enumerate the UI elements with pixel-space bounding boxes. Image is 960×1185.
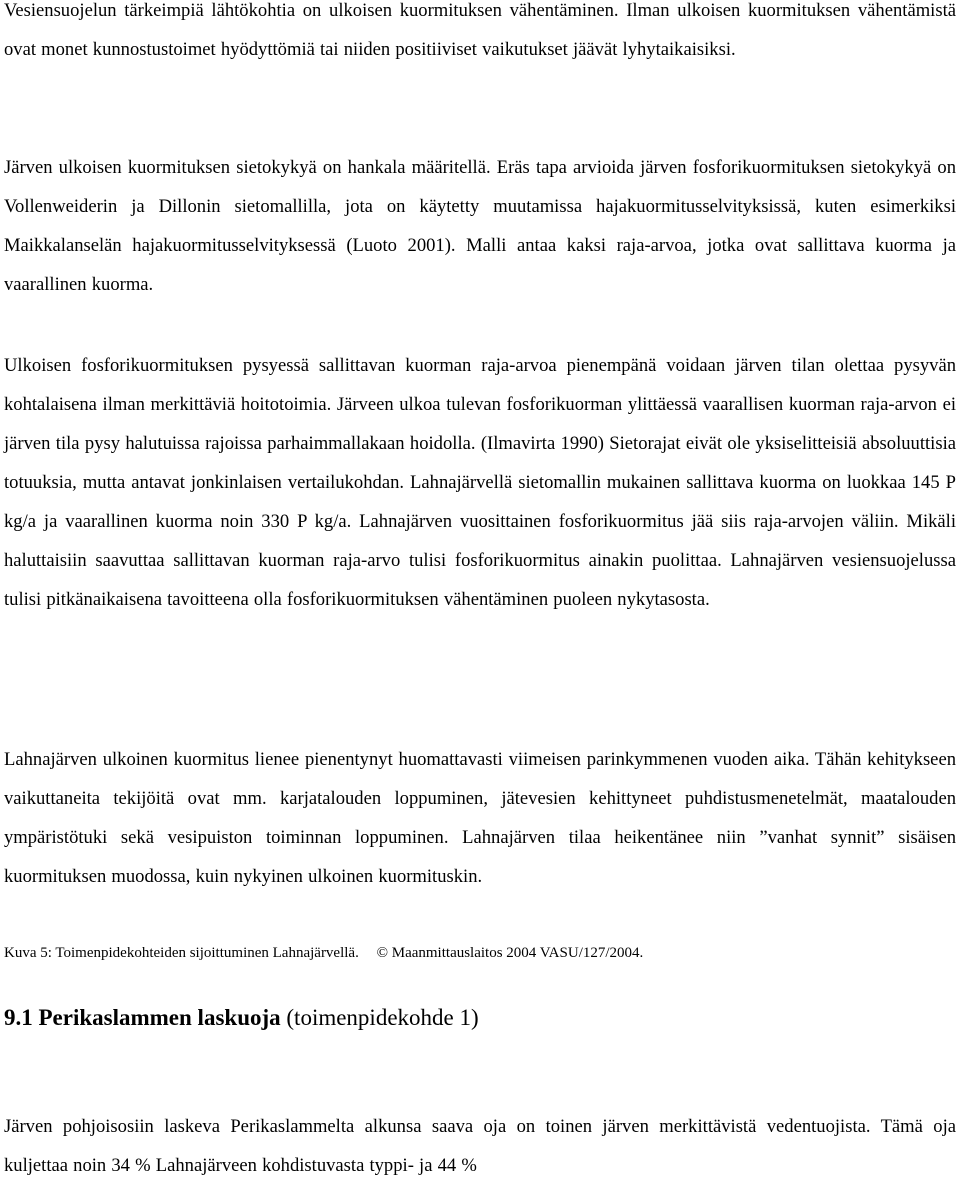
section-heading-title: 9.1 Perikaslammen laskuoja [4, 1005, 281, 1030]
figure-caption [4, 943, 956, 963]
figure-caption-copyright: © Maanmittauslaitos 2004 VASU/127/2004. [376, 945, 644, 961]
section-heading-subtitle: (toimenpidekohde 1) [286, 1005, 479, 1030]
paragraph-ditch: Järven pohjoisosiin laskeva Perikaslammelta alkunsa saava oja on toinen järven merkittävistä vedentuojista. Tämä oja kuljettaa noin 34 % Lahnajärveen kohdistuvasta typpi- ja 44 % [4, 1116, 956, 1176]
figure-caption-text: Kuva 5: Toimenpidekohteiden sijoittuminen Lahnajärvellä. [4, 945, 359, 961]
paragraph-intro: Vesiensuojelun tärkeimpiä lähtökohtia on ulkoisen kuormituksen vähentäminen. Ilman ulkoisen kuormituksen vähentämistä ovat monet kunnostustoimet hyödyttömiä tai niiden positiiviset vaikutukset jäävät lyhytaikaisiksi. [4, 0, 956, 60]
paragraph-load-history: Lahnajärven ulkoinen kuormitus lienee pienentynyt huomattavasti viimeisen parinkymmenen vuoden aika. Tähän kehitykseen vaikuttaneita tekijöitä ovat mm. karjatalouden loppuminen, jätevesien kehittyneet puhdistusmenetelmät, maatalouden ympäristötuki sekä vesipuiston toiminnan loppuminen. Lahnajärven tilaa heikentänee niin ”vanhat synnit” sisäisen kuormituksen muodossa, kuin nykyinen ulkoinen kuormituskin. [4, 749, 956, 887]
paragraph-load-limits: Ulkoisen fosforikuormituksen pysyessä sallittavan kuorman raja-arvoa pienempänä voidaan järven tilan olettaa pysyvän kohtalaisena ilman merkittäviä hoitotoimia. Järveen ulkoa tulevan fosforikuorman ylittäessä vaarallisen kuorman raja-arvon ei järven tila pysy halutuissa rajoissa parhaimmallakaan hoidolla. (Ilmavirta 1990) Sietorajat eivät ole yksiselitteisiä absoluuttisia totuuksia, mutta antavat jonkinlaisen vertailukohdan. Lahnajärvellä sietomallin mukainen sallittava kuorma on luokkaa 145 P kg/a ja vaarallinen kuorma noin 330 P kg/a. Lahnajärven vuosittainen fosforikuormitus jää siis raja-arvojen väliin. Mikäli haluttaisiin saavuttaa sallittavan kuorman raja-arvo tulisi fosforikuormitus ainakin puolittaa. Lahnajärven vesiensuojelussa tulisi pitkänaikaisena tavoitteena olla fosforikuormituksen vähentäminen puoleen nykytasosta. [4, 355, 956, 610]
paragraph-load-capacity: Järven ulkoisen kuormituksen sietokykyä on hankala määritellä. Eräs tapa arvioida järven fosforikuormituksen sietokykyä on Vollenweiderin ja Dillonin sietomallilla, jota on käytetty muutamissa hajakuormitusselvityksissä, kuten esimerkiksi Maikkalanselän hajakuormitusselvityksessä (Luoto 2001). Malli antaa kaksi raja-arvoa, jotka ovat sallittava kuorma ja vaarallinen kuorma. [4, 157, 956, 295]
section-heading [4, 1000, 956, 1036]
